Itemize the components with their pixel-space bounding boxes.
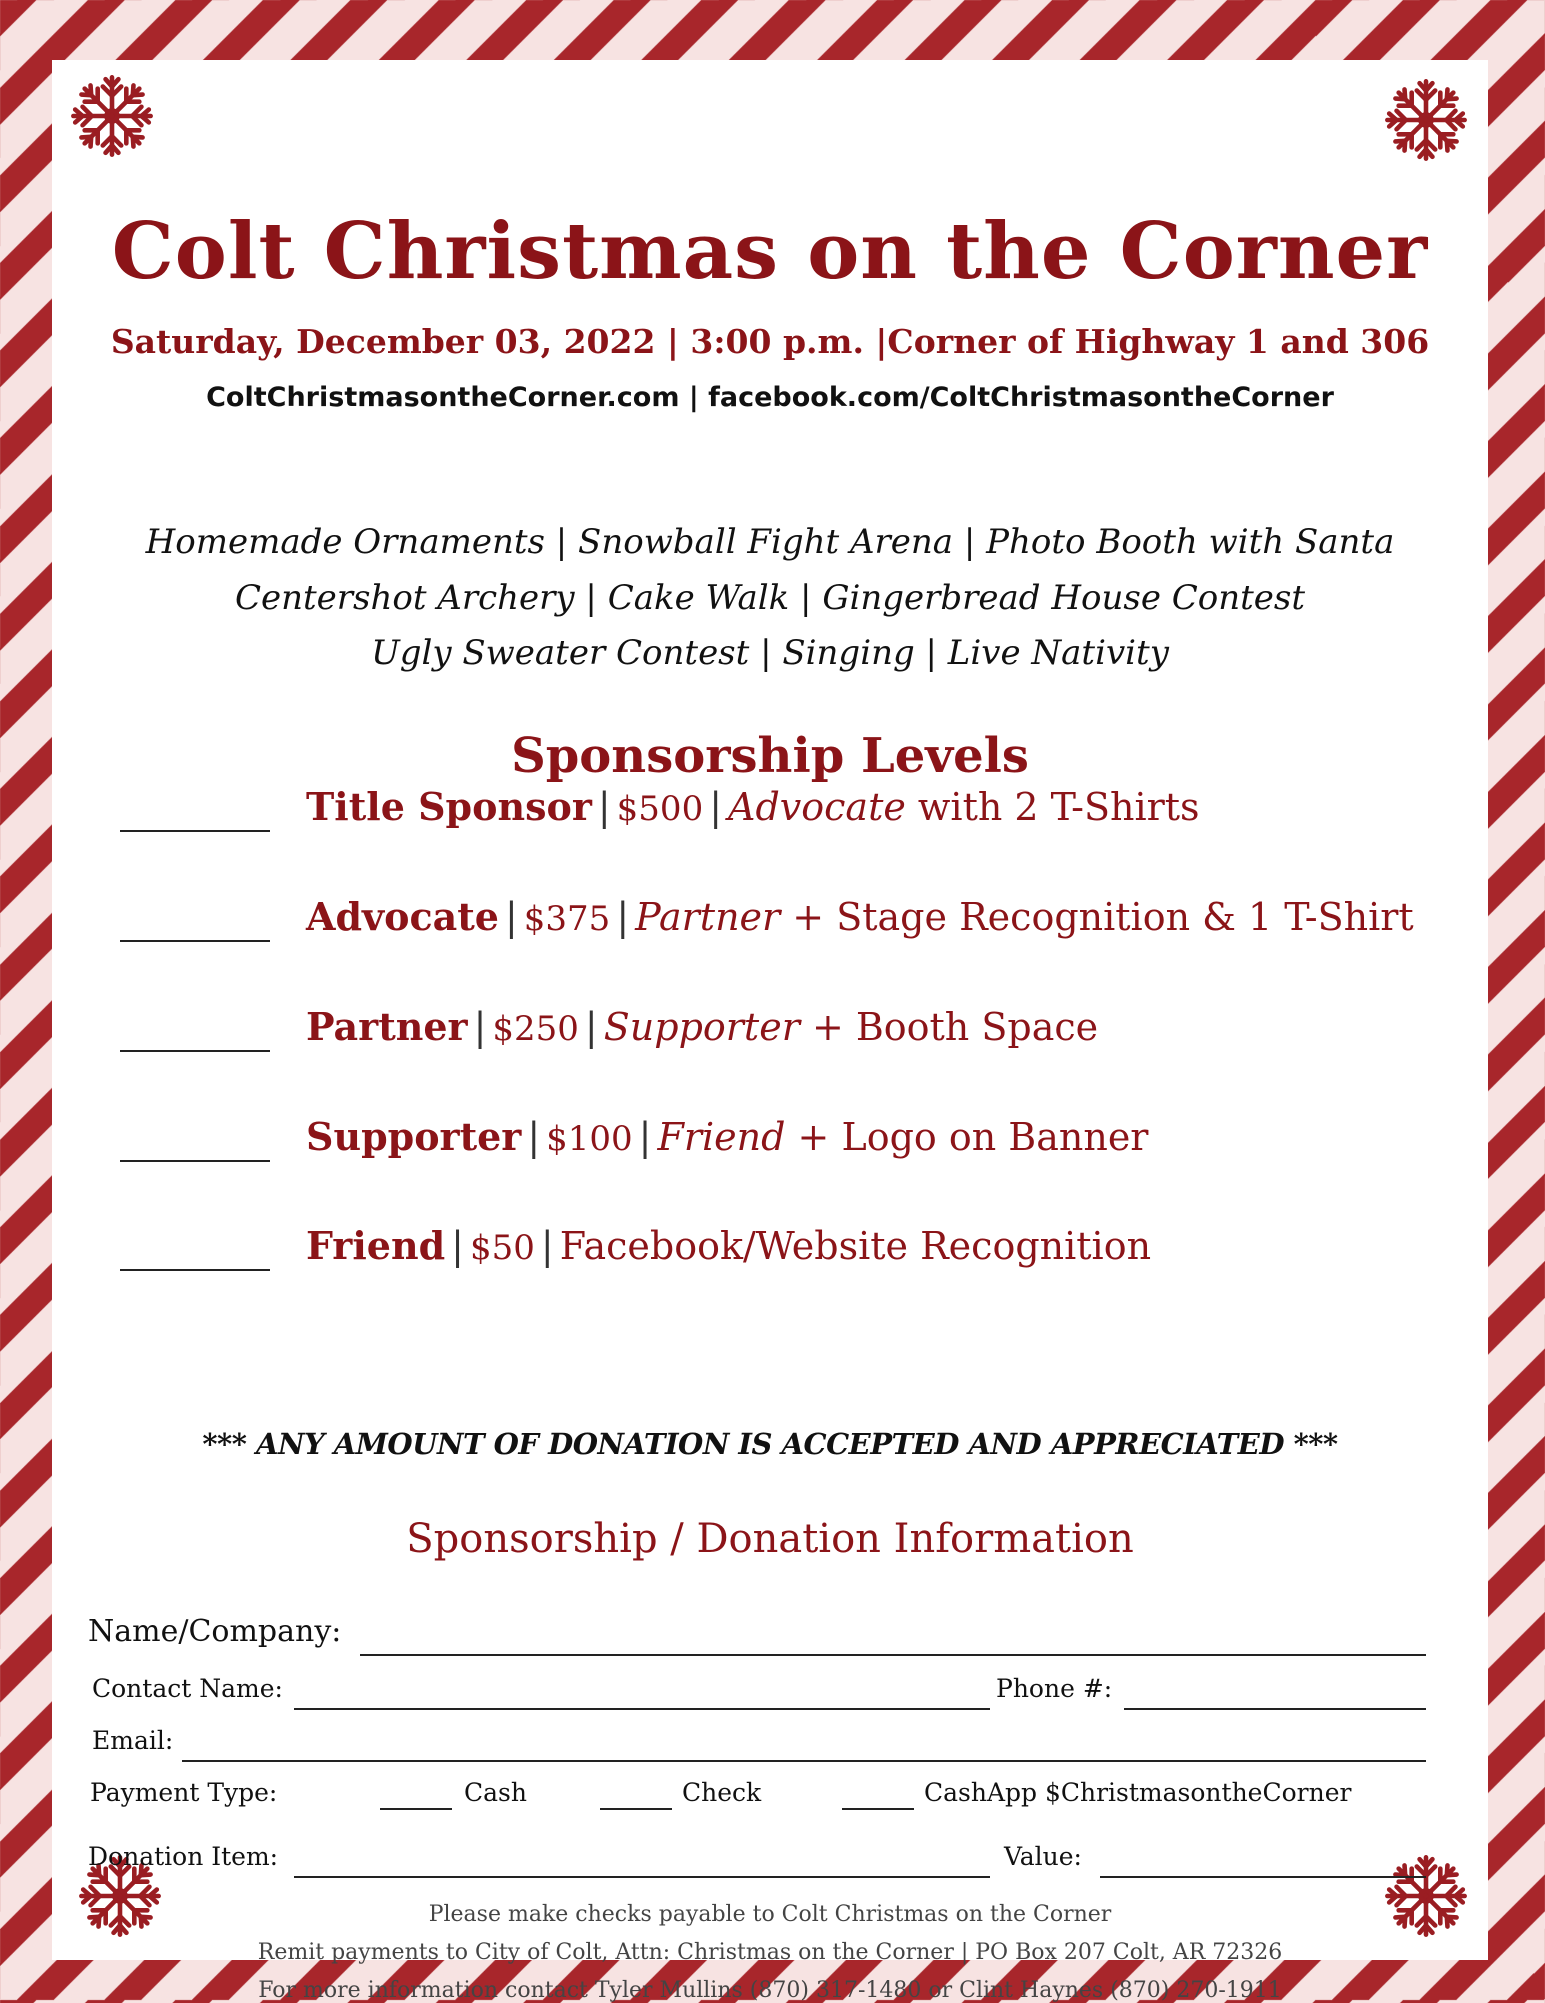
contact-name-label: Contact Name: bbox=[92, 1674, 283, 1703]
sponsorship-levels-heading: Sponsorship Levels bbox=[511, 728, 1029, 784]
checkbox-blank-line[interactable] bbox=[120, 1269, 270, 1271]
activities-line: Centershot Archery | Cake Walk | Gingerbread House Contest bbox=[234, 578, 1306, 618]
level-benefit: Facebook/Website Recognition bbox=[559, 1224, 1152, 1268]
payment-type-label: Payment Type: bbox=[90, 1778, 278, 1807]
value-label: Value: bbox=[1004, 1842, 1082, 1871]
level-benefit: + Stage Recognition & 1 T-Shirt bbox=[780, 895, 1414, 939]
snowflake-icon bbox=[1380, 74, 1472, 166]
level-tier: Partner bbox=[635, 895, 781, 939]
donation-item-field[interactable] bbox=[294, 1826, 990, 1878]
email-label: Email: bbox=[92, 1726, 174, 1755]
phone-field[interactable] bbox=[1124, 1658, 1426, 1710]
level-name: Advocate bbox=[306, 894, 499, 939]
level-price: $50 bbox=[469, 1228, 535, 1268]
level-name: Supporter bbox=[306, 1114, 522, 1159]
value-field[interactable] bbox=[1100, 1826, 1426, 1878]
page-title: Colt Christmas on the Corner bbox=[111, 206, 1429, 297]
payment-option-cash: Cash bbox=[464, 1778, 527, 1807]
level-name: Title Sponsor bbox=[306, 784, 592, 829]
cashapp-blank[interactable] bbox=[842, 1768, 914, 1810]
snowflake-icon bbox=[66, 70, 158, 162]
name-company-label: Name/Company: bbox=[88, 1614, 342, 1649]
website-links: ColtChristmasontheCorner.com | facebook.com/ColtChristmasontheCorner bbox=[206, 382, 1334, 413]
phone-label: Phone #: bbox=[996, 1674, 1113, 1703]
footer-line: Remit payments to City of Colt, Attn: Christmas on the Corner | PO Box 207 Colt, AR 72326 bbox=[257, 1940, 1283, 1965]
level-benefit: + Logo on Banner bbox=[785, 1115, 1149, 1159]
level-price: $375 bbox=[523, 899, 611, 939]
flyer-card: Colt Christmas on the Corner Saturday, December 03, 2022 | 3:00 p.m. |Corner of Highway 1 and 306 ColtChristmasontheCorner.com | facebook.com/ColtChristmasontheCorner Homemade Ornaments | Snowball Fight Arena | Photo Booth with Santa Centershot Archery | Cake Walk | Gingerbread House Contest Ugly Sweater Contest | Singing | Live Nativity Sponsorship Levels Title Sponsor | $500 | Advocate with 2 T-Shirts Advocate | $375 | Partner + Stage Recognition & 1 T-Shirt Partner | $250 | Supporter + Booth Space Supporter | $100 | Friend + Logo on Banner Friend | $50 | Facebook/Website Recognition *** ANY AMOUNT OF DONATION IS ACCEPTED AND APPRECIATED *** Sponsorship / Donation Information Name/Company: Contact Name: Phone #: Email: Payment Type: Cash Check CashApp $ChristmasontheCorner Donation Item: Value: Please make checks payable to Colt Christmas on the Corner Remit payments to City of Colt, Attn: Christmas on the Corner | PO Box 207 Colt, AR 72326 For more information contact Tyler Mullins (870) 317-1480 or Clint Haynes (870) 270-1911 bbox=[52, 60, 1488, 1960]
level-tier: Supporter bbox=[603, 1005, 800, 1049]
level-price: $100 bbox=[546, 1119, 633, 1159]
checkbox-blank-line[interactable] bbox=[120, 1050, 270, 1052]
payment-option-check: Check bbox=[682, 1778, 762, 1807]
checkbox-blank-line[interactable] bbox=[120, 1160, 270, 1162]
checkbox-blank-line[interactable] bbox=[120, 940, 270, 942]
level-tier: Advocate bbox=[728, 785, 906, 829]
check-blank[interactable] bbox=[600, 1768, 672, 1810]
checkbox-blank-line[interactable] bbox=[120, 830, 270, 832]
level-price: $250 bbox=[492, 1009, 579, 1049]
name-company-field[interactable] bbox=[360, 1592, 1426, 1656]
level-tier: Friend bbox=[657, 1115, 786, 1159]
donation-item-label: Donation Item: bbox=[88, 1842, 279, 1871]
level-benefit: + Booth Space bbox=[799, 1005, 1099, 1049]
footer-line: For more information contact Tyler Mullins (870) 317-1480 or Clint Haynes (870) 270-1911 bbox=[258, 1978, 1282, 2003]
level-name: Partner bbox=[306, 1004, 468, 1049]
activities-line: Ugly Sweater Contest | Singing | Live Nativity bbox=[371, 633, 1169, 673]
contact-name-field[interactable] bbox=[294, 1658, 990, 1710]
email-field[interactable] bbox=[182, 1710, 1426, 1762]
donation-note: *** ANY AMOUNT OF DONATION IS ACCEPTED AND APPRECIATED *** bbox=[202, 1427, 1338, 1461]
event-details: Saturday, December 03, 2022 | 3:00 p.m. |Corner of Highway 1 and 306 bbox=[110, 322, 1430, 361]
level-benefit: with 2 T-Shirts bbox=[905, 785, 1200, 829]
cash-blank[interactable] bbox=[380, 1768, 452, 1810]
activities-line: Homemade Ornaments | Snowball Fight Arena | Photo Booth with Santa bbox=[145, 522, 1395, 562]
payment-option-cashapp: CashApp $ChristmasontheCorner bbox=[924, 1778, 1352, 1807]
footer-line: Please make checks payable to Colt Christmas on the Corner bbox=[428, 1902, 1112, 1927]
donation-info-heading: Sponsorship / Donation Information bbox=[406, 1516, 1134, 1562]
level-name: Friend bbox=[306, 1223, 446, 1268]
level-price: $500 bbox=[616, 789, 704, 829]
